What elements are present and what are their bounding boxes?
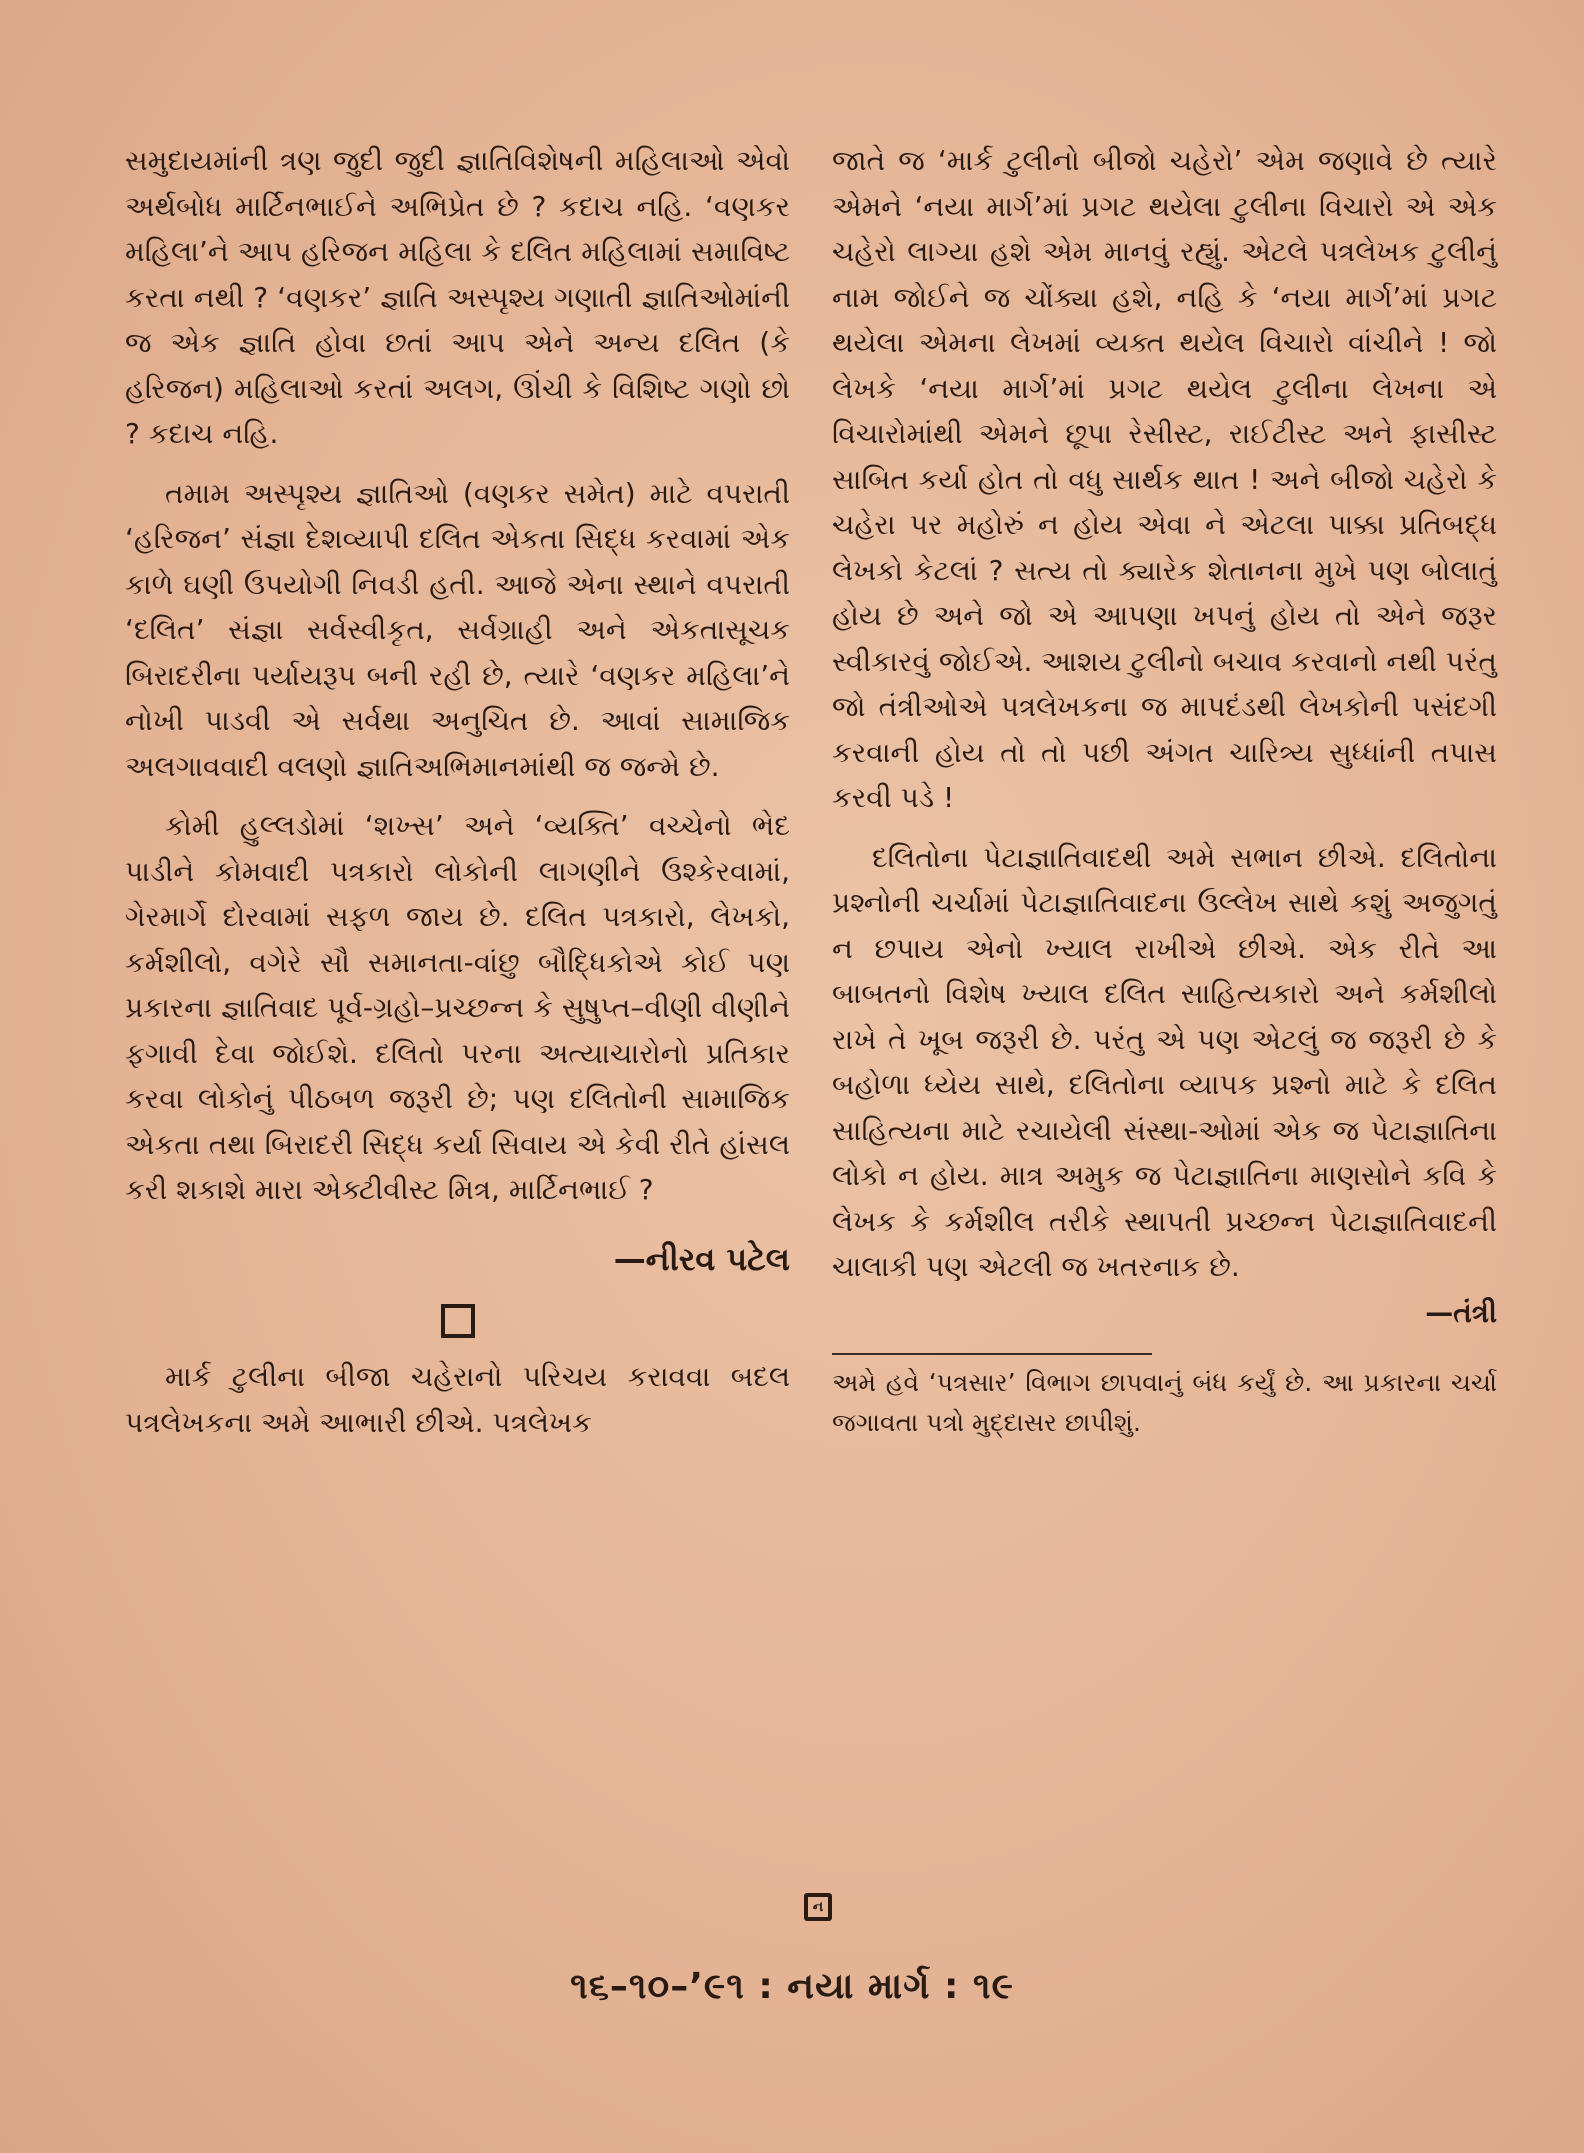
section-divider-square-icon xyxy=(441,1304,475,1338)
editor-signature: —તંત્રી xyxy=(1425,1295,1497,1329)
left-paragraph-4: માર્ક ટુલીના બીજા ચહેરાનો પરિચય કરાવવા બદલ પત્રલેખકના અમે આભારી છીએ. પત્રલેખક xyxy=(125,1360,790,1439)
left-paragraph-1: સમુદાયમાંની ત્રણ જુદી જુદી જ્ઞાતિવિશેષની મહિલાઓ એવો અર્થબોધ માર્ટિનભાઈને અભિપ્રેત છે ? કદાચ નહિ. ‘વણકર મહિલા’ને આપ હરિજન મહિલા કે દલિત મહિલામાં સમાવિષ્ટ કરતા નથી ? ‘વણકર’ જ્ઞાતિ અસ્પૃશ્ય ગણાતી જ્ઞાતિઓમાંની જ એક જ્ઞાતિ હોવા છતાં આપ એને અન્ય દલિત (કે હરિજન) મહિલાઓ કરતાં અલગ, ઊંચી કે વિશિષ્ટ ગણો છો ? કદાચ નહિ. xyxy=(125,144,790,450)
right-paragraph-2: દલિતોના પેટાજ્ઞાતિવાદથી અમે સભાન છીએ. દલિતોના પ્રશ્નોની ચર્ચામાં પેટાજ્ઞાતિવાદના ઉલ્લેખ સાથે કશું અજુગતું ન છપાય એનો ખ્યાલ રાખીએ છીએ. એક રીતે આ બાબતનો વિશેષ ખ્યાલ દલિત સાહિત્યકારો અને કર્મશીલો રાખે તે ખૂબ જરૂરી છે. પરંતુ એ પણ એટલું જ જરૂરી છે કે બહોળા ધ્યેય સાથે, દલિતોના વ્યાપક પ્રશ્નો માટે કે દલિત સાહિત્યના માટે રચાયેલી સંસ્થા-ઓમાં એક જ પેટાજ્ઞાતિના લોકો ન હોય. માત્ર અમુક જ પેટાજ્ઞાતિના માણસોને કવિ કે લેખક કે કર્મશીલ તરીકે સ્થાપતી પ્રચ્છન્ન પેટાજ્ઞાતિવાદની ચાલાકી પણ એટલી જ ખતરનાક છે. xyxy=(832,840,1497,1283)
right-paragraph-1: જાતે જ ‘માર્ક ટુલીનો બીજો ચહેરો’ એમ જણાવે છે ત્યારે એમને ‘નયા માર્ગ’માં પ્રગટ થયેલા ટુલીના વિચારો એ એક ચહેરો લાગ્યા હશે એમ માનવું રહ્યું. એટલે પત્રલેખક ટુલીનું નામ જોઈને જ ચોંક્યા હશે, નહિ કે ‘નયા માર્ગ’માં પ્રગટ થયેલા એમના લેખમાં વ્યક્ત થયેલ વિચારો વાંચીને ! જો લેખકે ‘નયા માર્ગ’માં પ્રગટ થયેલ ટુલીના લેખના એ વિચારોમાંથી એમને છૂપા રેસીસ્ટ, રાઈટીસ્ટ અને ફાસીસ્ટ સાબિત કર્યા હોત તો વધુ સાર્થક થાત ! અને બીજો ચહેરો કે ચહેરા પર મહોરું ન હોય એવા ને એટલા પાક્કા પ્રતિબદ્ધ લેખકો કેટલાં ? સત્ય તો ક્યારેક શેતાનના મુખે પણ બોલાતું હોય છે અને જો એ આપણા ખપનું હોય તો એને જરૂર સ્વીકારવું જોઈએ. આશય ટુલીનો બચાવ કરવાનો નથી પરંતુ જો તંત્રીઓએ પત્રલેખકના જ માપદંડથી લેખકોની પસંદગી કરવાની હોય તો તો પછી અંગત ચારિત્ર્ય સુધ્ધાંની તપાસ કરવી પડે ! xyxy=(832,144,1497,814)
right-column xyxy=(832,138,1497,1443)
letter-signature: —નીરવ પટેલ xyxy=(613,1239,790,1278)
left-paragraph-3: કોમી હુલ્લડોમાં ‘શખ્સ’ અને ‘વ્યક્તિ’ વચ્ચેનો ભેદ પાડીને કોમવાદી પત્રકારો લોકોની લાગણીને ઉશ્કેરવામાં, ગેરમાર્ગે દોરવામાં સફળ જાય છે. દલિત પત્રકારો, લેખકો, કર્મશીલો, વગેરે સૌ સમાનતા-વાંછુ બૌદ્ધિકોએ કોઈ પણ પ્રકારના જ્ઞાતિવાદ પૂર્વ-ગ્રહો–પ્રચ્છન્ન કે સુષુપ્ત–વીણી વીણીને ફગાવી દેવા જોઈશે. દલિતો પરના અત્યાચારોનો પ્રતિકાર કરવા લોકોનું પીઠબળ જરૂરી છે; પણ દલિતોની સામાજિક એકતા તથા બિરાદરી સિદ્ધ કર્યા સિવાય એ કેવી રીતે હાંસલ કરી શકાશે મારા એક્ટીવીસ્ટ મિત્ર, માર્ટિનભાઈ ? xyxy=(125,809,790,1206)
editor-note: અમે હવે ‘પત્રસાર’ વિભાગ છાપવાનું બંધ કર્યું છે. આ પ્રકારના ચર્ચા જગાવતા પત્રો મુદ્દાસર છાપીશું. xyxy=(832,1368,1497,1437)
page-footer: ૧૬–૧૦–’૯૧ : નયા માર્ગ : ૧૯ xyxy=(570,1966,1014,2007)
magazine-emblem-icon: ન xyxy=(804,1893,832,1921)
note-divider xyxy=(832,1353,1152,1355)
left-paragraph-2: તમામ અસ્પૃશ્ય જ્ઞાતિઓ (વણકર સમેત) માટે વપરાતી ‘હરિજન’ સંજ્ઞા દેશવ્યાપી દલિત એકતા સિદ્ધ કરવામાં એક કાળે ઘણી ઉપયોગી નિવડી હતી. આજે એના સ્થાને વપરાતી ‘દલિત’ સંજ્ઞા સર્વસ્વીકૃત, સર્વગ્રાહી અને એકતાસૂચક બિરાદરીના પર્યાયરૂપ બની રહી છે, ત્યારે ‘વણકર મહિલા’ને નોખી પાડવી એ સર્વથા અનુચિત છે. આવાં સામાજિક અલગાવવાદી વલણો જ્ઞાતિઅભિમાનમાંથી જ જન્મે છે. xyxy=(125,476,790,783)
left-column xyxy=(125,138,790,1445)
